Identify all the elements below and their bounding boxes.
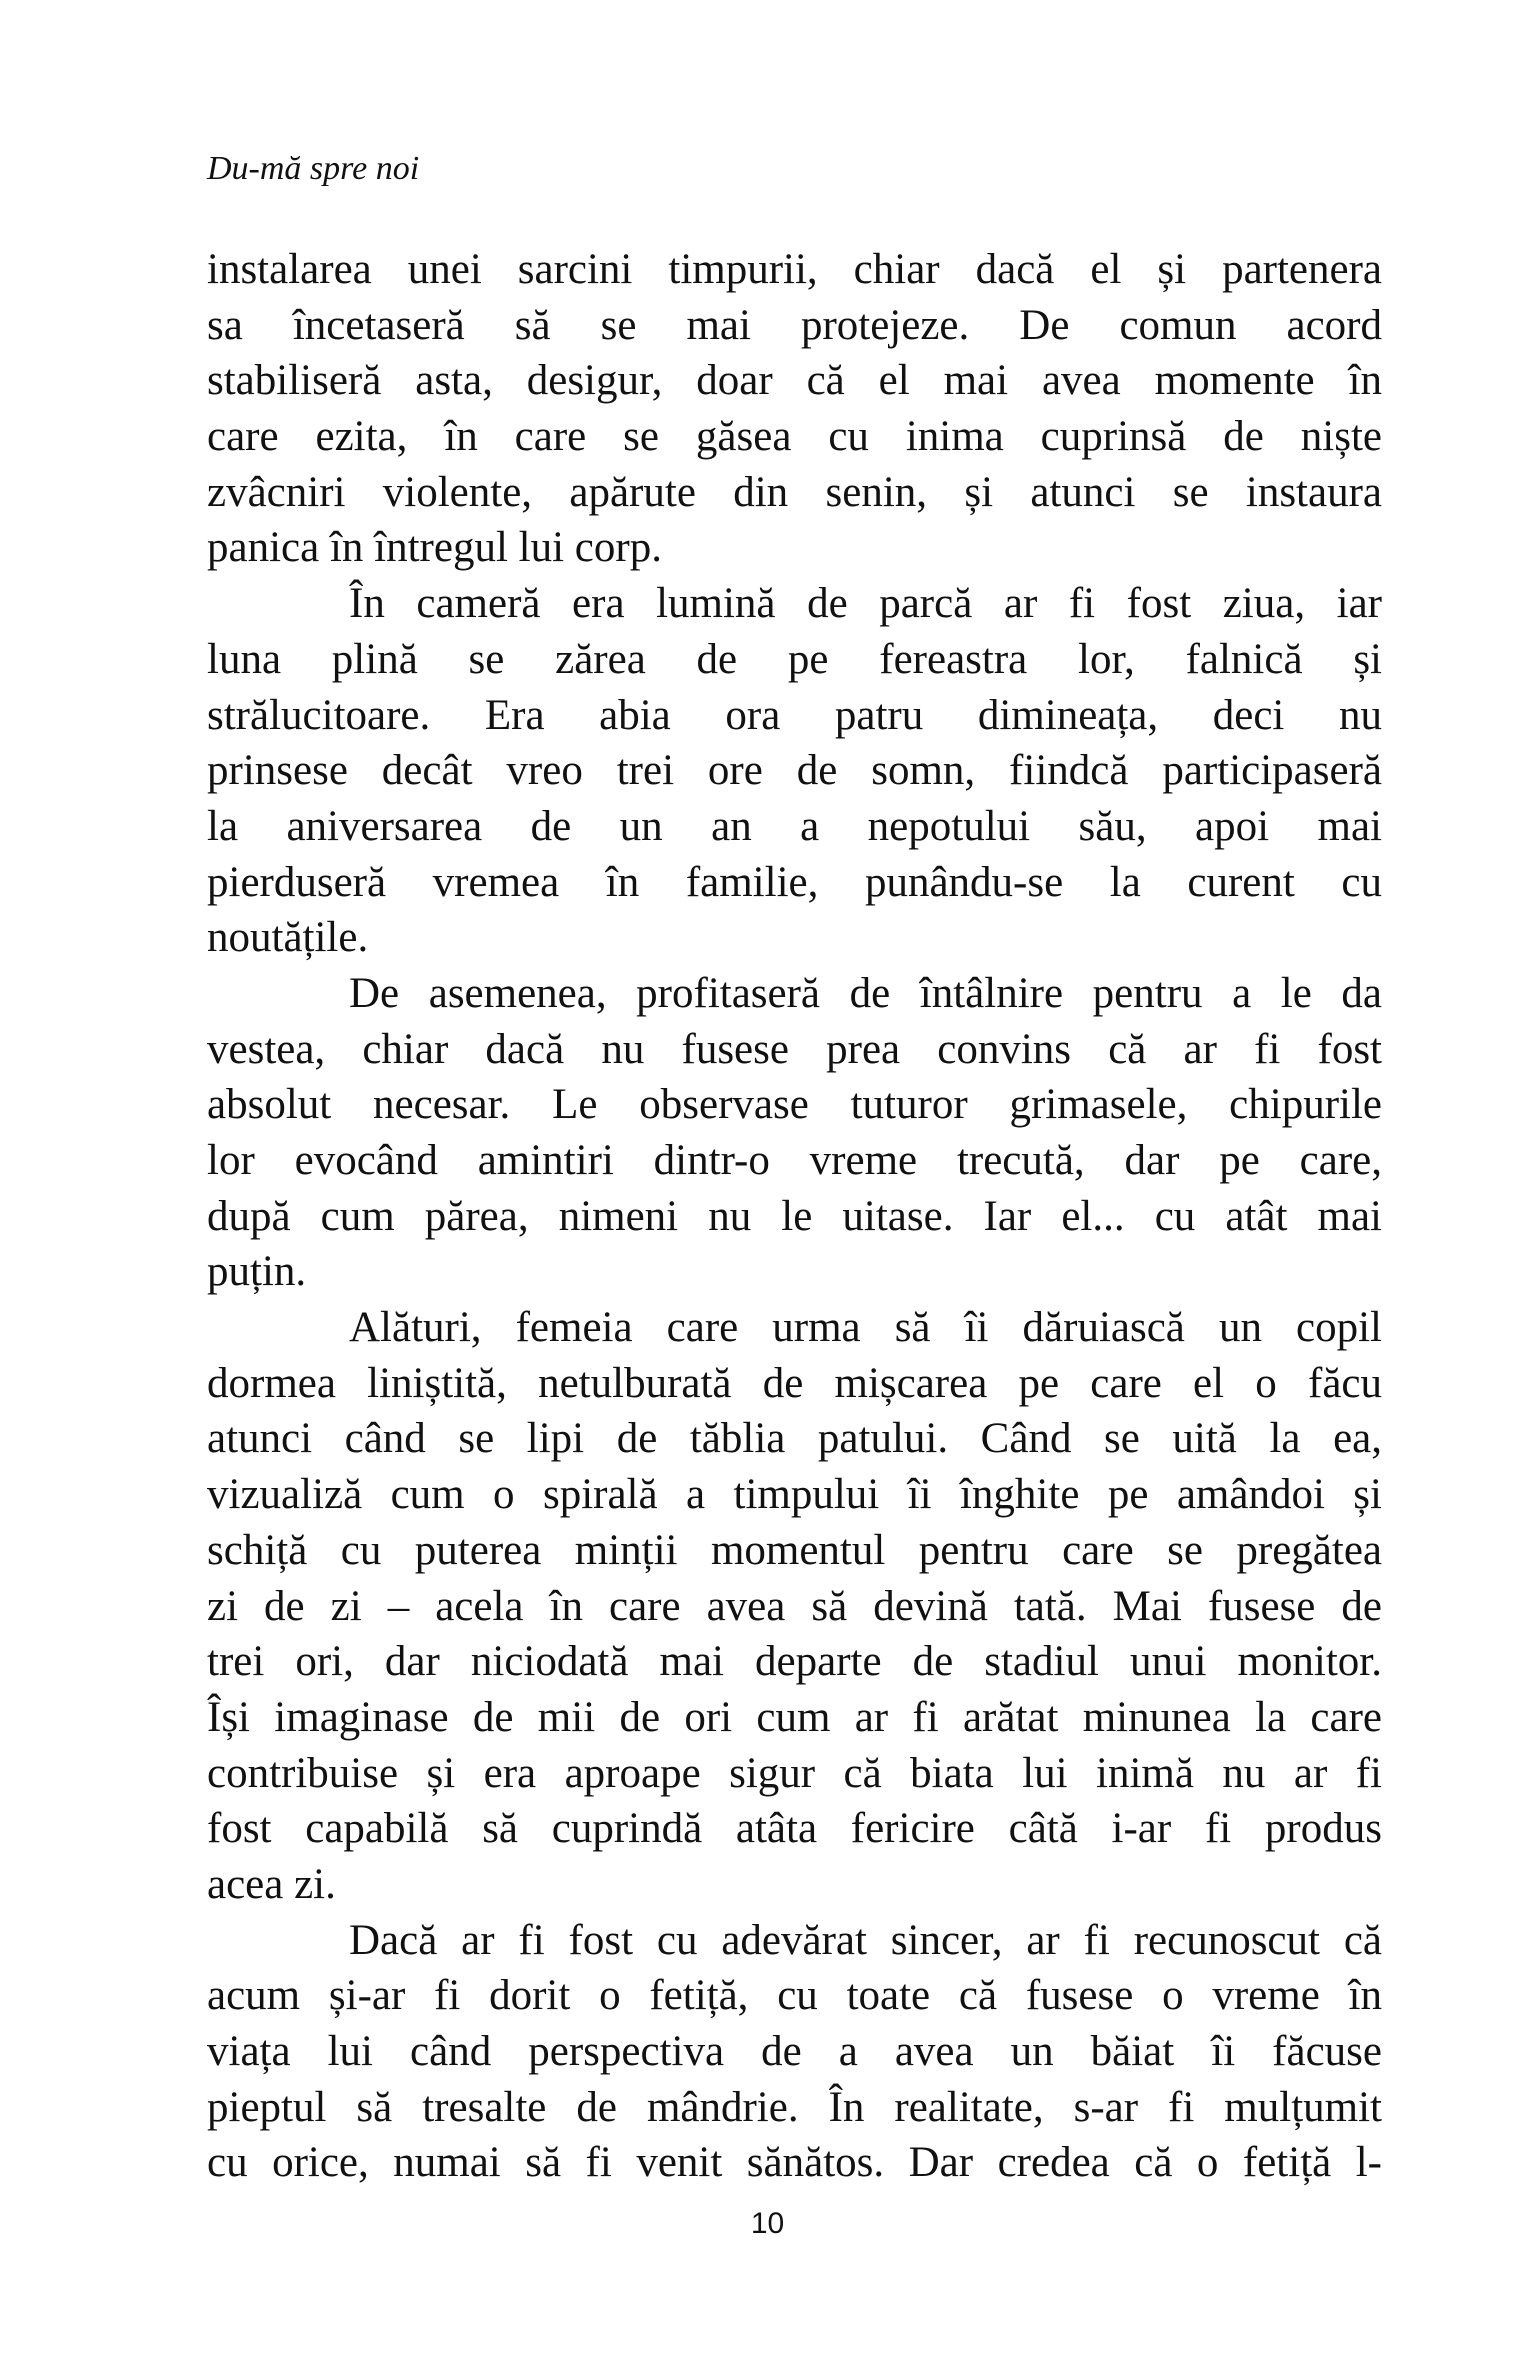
text-line: acea zi.: [207, 1860, 336, 1908]
text-line: fost capabilă să cuprindă atâta fericire câtă i-ar fi produs: [207, 1805, 1382, 1853]
text-line: De asemenea, profitaseră de întâlnire pentru a le da: [349, 969, 1382, 1017]
text-line: puțin.: [207, 1248, 307, 1296]
paragraph: [207, 1300, 1382, 1913]
paragraph: [207, 1913, 1382, 2191]
text-line: strălucitoare. Era abia ora patru dimineața, deci nu: [207, 691, 1382, 739]
text-line: acum și-ar fi dorit o fetiță, cu toate că fusese o vreme în: [207, 1972, 1382, 2020]
text-line: atunci când se lipi de tăblia patului. Când se uită la ea,: [207, 1415, 1382, 1463]
text-line: pierduseră vremea în familie, punându-se la curent cu: [207, 858, 1382, 906]
body-text: [207, 242, 1382, 2191]
text-line: după cum părea, nimeni nu le uitase. Iar el... cu atât mai: [207, 1192, 1382, 1240]
text-line: contribuise și era aproape sigur că biata lui inimă nu ar fi: [207, 1749, 1382, 1797]
text-line: trei ori, dar niciodată mai departe de stadiul unui monitor.: [207, 1638, 1382, 1686]
text-line: instalarea unei sarcini timpurii, chiar dacă el și partenera: [207, 246, 1382, 293]
text-line: panica în întregul lui corp.: [207, 524, 662, 572]
text-line: Își imaginase de mii de ori cum ar fi arătat minunea la care: [207, 1693, 1382, 1741]
text-line: care ezita, în care se găsea cu inima cuprinsă de niște: [207, 413, 1382, 461]
paragraph: [207, 242, 1382, 576]
text-line: lor evocând amintiri dintr-o vreme trecută, dar pe care,: [207, 1137, 1382, 1184]
paragraph: [207, 966, 1382, 1300]
page-number: 10: [750, 2207, 785, 2240]
text-line: absolut necesar. Le observase tuturor grimasele, chipurile: [207, 1081, 1382, 1129]
text-line: zi de zi – acela în care avea să devină tată. Mai fusese de: [207, 1582, 1382, 1630]
text-line: vizualiză cum o spirală a timpului îi înghite pe amândoi și: [207, 1471, 1382, 1519]
text-line: vestea, chiar dacă nu fusese prea convins că ar fi fost: [207, 1025, 1382, 1073]
running-header: Du-mă spre noi: [207, 150, 420, 187]
text-line: dormea liniștită, netulburată de mișcarea pe care el o făcu: [207, 1359, 1382, 1407]
text-line: cu orice, numai să fi venit sănătos. Dar credea că o fetiță l-: [207, 2139, 1382, 2187]
text-line: Dacă ar fi fost cu adevărat sincer, ar fi recunoscut că: [349, 1916, 1382, 1964]
text-line: viața lui când perspectiva de a avea un băiat îi făcuse: [207, 2028, 1382, 2075]
text-line: prinsese decât vreo trei ore de somn, fiindcă participaseră: [207, 747, 1382, 795]
text-line: schiță cu puterea minții momentul pentru care se pregătea: [207, 1526, 1382, 1574]
text-line: stabiliseră asta, desigur, doar că el mai avea momente în: [207, 357, 1382, 405]
text-line: la aniversarea de un an a nepotului său, apoi mai: [207, 802, 1382, 850]
text-line: Alături, femeia care urma să îi dăruiască un copil: [349, 1304, 1382, 1352]
text-line: zvâcniri violente, apărute din senin, și atunci se instaura: [207, 468, 1382, 516]
text-line: În cameră era lumină de parcă ar fi fost ziua, iar: [349, 580, 1382, 628]
text-line: sa încetaseră să se mai protejeze. De comun acord: [207, 301, 1382, 349]
text-line: luna plină se zărea de pe fereastra lor, falnică și: [207, 635, 1382, 683]
paragraph: [207, 576, 1382, 966]
text-line: noutățile.: [207, 914, 369, 962]
text-line: pieptul să tresalte de mândrie. În realitate, s-ar fi mulțumit: [207, 2083, 1382, 2131]
